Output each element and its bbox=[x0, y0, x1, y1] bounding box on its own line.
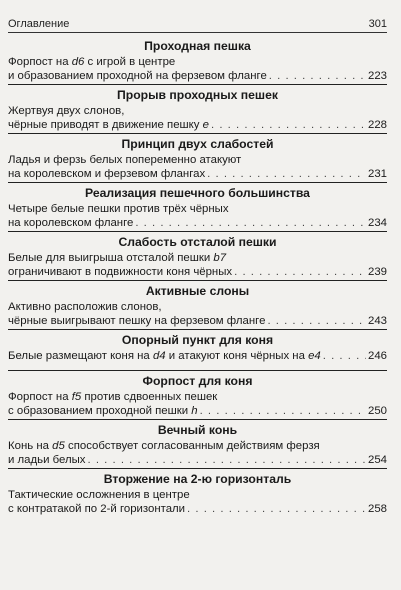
leader-dots bbox=[267, 314, 366, 328]
entry-line bbox=[8, 300, 387, 314]
section-title: Форпост для коня bbox=[142, 374, 253, 388]
entry-text: с образованием проходной пешки h bbox=[8, 405, 198, 418]
entry-text: Форпост на d6 с игрой в центре bbox=[8, 56, 176, 68]
entry-text: на королевском фланге bbox=[8, 217, 134, 230]
section-title: Слабость отсталой пешки bbox=[118, 235, 277, 249]
entry-text: Тактические осложнения в центре bbox=[8, 489, 190, 501]
toc-section bbox=[8, 281, 387, 330]
entry-page: 234 bbox=[367, 217, 387, 230]
entry-line bbox=[8, 404, 387, 418]
entry-text: Четыре белые пешки против трёх чёрных bbox=[8, 203, 229, 215]
entry-text: Конь на d5 способствует согласованным действиям ферзя bbox=[8, 440, 320, 452]
entry-page: 243 bbox=[367, 315, 387, 328]
section-title: Принцип двух слабостей bbox=[121, 137, 274, 151]
page-number: 301 bbox=[368, 18, 387, 30]
running-header bbox=[8, 14, 387, 30]
toc-section bbox=[8, 420, 387, 469]
toc-section bbox=[8, 183, 387, 232]
entry-line bbox=[8, 55, 387, 69]
toc-section bbox=[8, 134, 387, 183]
entry-text: чёрные приводят в движение пешку e bbox=[8, 119, 209, 132]
table-of-contents bbox=[8, 36, 387, 518]
entry-page: 250 bbox=[367, 405, 387, 418]
entry-text: Жертвуя двух слонов, bbox=[8, 105, 125, 117]
entry-line bbox=[8, 118, 387, 132]
leader-dots bbox=[135, 216, 366, 230]
entry-page: 223 bbox=[367, 70, 387, 83]
leader-dots bbox=[211, 118, 366, 132]
leader-dots bbox=[88, 453, 366, 467]
entry-text: Форпост на f5 против сдвоенных пешек bbox=[8, 391, 218, 403]
header-rule bbox=[8, 32, 387, 33]
leader-dots bbox=[269, 69, 366, 83]
section-title: Прорыв проходных пешек bbox=[117, 88, 278, 102]
entry-line bbox=[8, 439, 387, 453]
entry-page: 254 bbox=[367, 454, 387, 467]
entry-line bbox=[8, 502, 387, 516]
entry-line bbox=[8, 453, 387, 467]
leader-dots bbox=[200, 404, 366, 418]
entry-text: и образованием проходной на ферзевом фланге bbox=[8, 70, 267, 83]
toc-section bbox=[8, 36, 387, 85]
entry-line bbox=[8, 265, 387, 279]
section-title: Активные слоны bbox=[145, 284, 250, 298]
toc-section bbox=[8, 232, 387, 281]
entry-page: 246 bbox=[367, 350, 387, 362]
toc-section bbox=[8, 469, 387, 518]
entry-line bbox=[8, 390, 387, 404]
leader-dots bbox=[207, 167, 366, 181]
section-title: Опорный пункт для коня bbox=[121, 333, 274, 347]
entry-line bbox=[8, 216, 387, 230]
toc-section bbox=[8, 371, 387, 420]
entry-line bbox=[8, 349, 387, 363]
entry-text: Ладья и ферзь белых попеременно атакуют bbox=[8, 154, 242, 166]
toc-section bbox=[8, 85, 387, 134]
section-title: Вторжение на 2-ю горизонталь bbox=[103, 472, 292, 486]
toc-section bbox=[8, 330, 387, 371]
entry-text: ограничивают в подвижности коня чёрных bbox=[8, 266, 233, 279]
section-title: Проходная пешка bbox=[144, 39, 251, 53]
entry-page: 239 bbox=[367, 266, 387, 279]
header-title: Оглавление bbox=[8, 18, 70, 30]
entry-text: Активно расположив слонов, bbox=[8, 301, 162, 313]
entry-line bbox=[8, 202, 387, 216]
entry-line bbox=[8, 69, 387, 83]
entry-line bbox=[8, 153, 387, 167]
leader-dots bbox=[323, 349, 366, 363]
entry-text: Белые размещают коня на d4 и атакуют коня чёрных на e4 bbox=[8, 350, 321, 362]
entry-line bbox=[8, 314, 387, 328]
entry-text: чёрные выигрывают пешку на ферзевом фланге bbox=[8, 315, 266, 328]
entry-line bbox=[8, 251, 387, 265]
section-title: Вечный конь bbox=[157, 423, 238, 437]
entry-page: 231 bbox=[367, 168, 387, 181]
leader-dots bbox=[234, 265, 366, 279]
entry-text: Белые для выигрыша отсталой пешки b7 bbox=[8, 252, 227, 264]
entry-text: с контратакой по 2-й горизонтали bbox=[8, 503, 186, 516]
entry-text: на королевском и ферзевом флангах bbox=[8, 168, 206, 181]
entry-line bbox=[8, 167, 387, 181]
entry-page: 258 bbox=[367, 503, 387, 516]
entry-text: и ладьи белых bbox=[8, 454, 86, 467]
section-title: Реализация пешечного большинства bbox=[85, 186, 310, 200]
leader-dots bbox=[187, 502, 366, 516]
entry-page: 228 bbox=[367, 119, 387, 132]
entry-line bbox=[8, 104, 387, 118]
entry-line bbox=[8, 488, 387, 502]
